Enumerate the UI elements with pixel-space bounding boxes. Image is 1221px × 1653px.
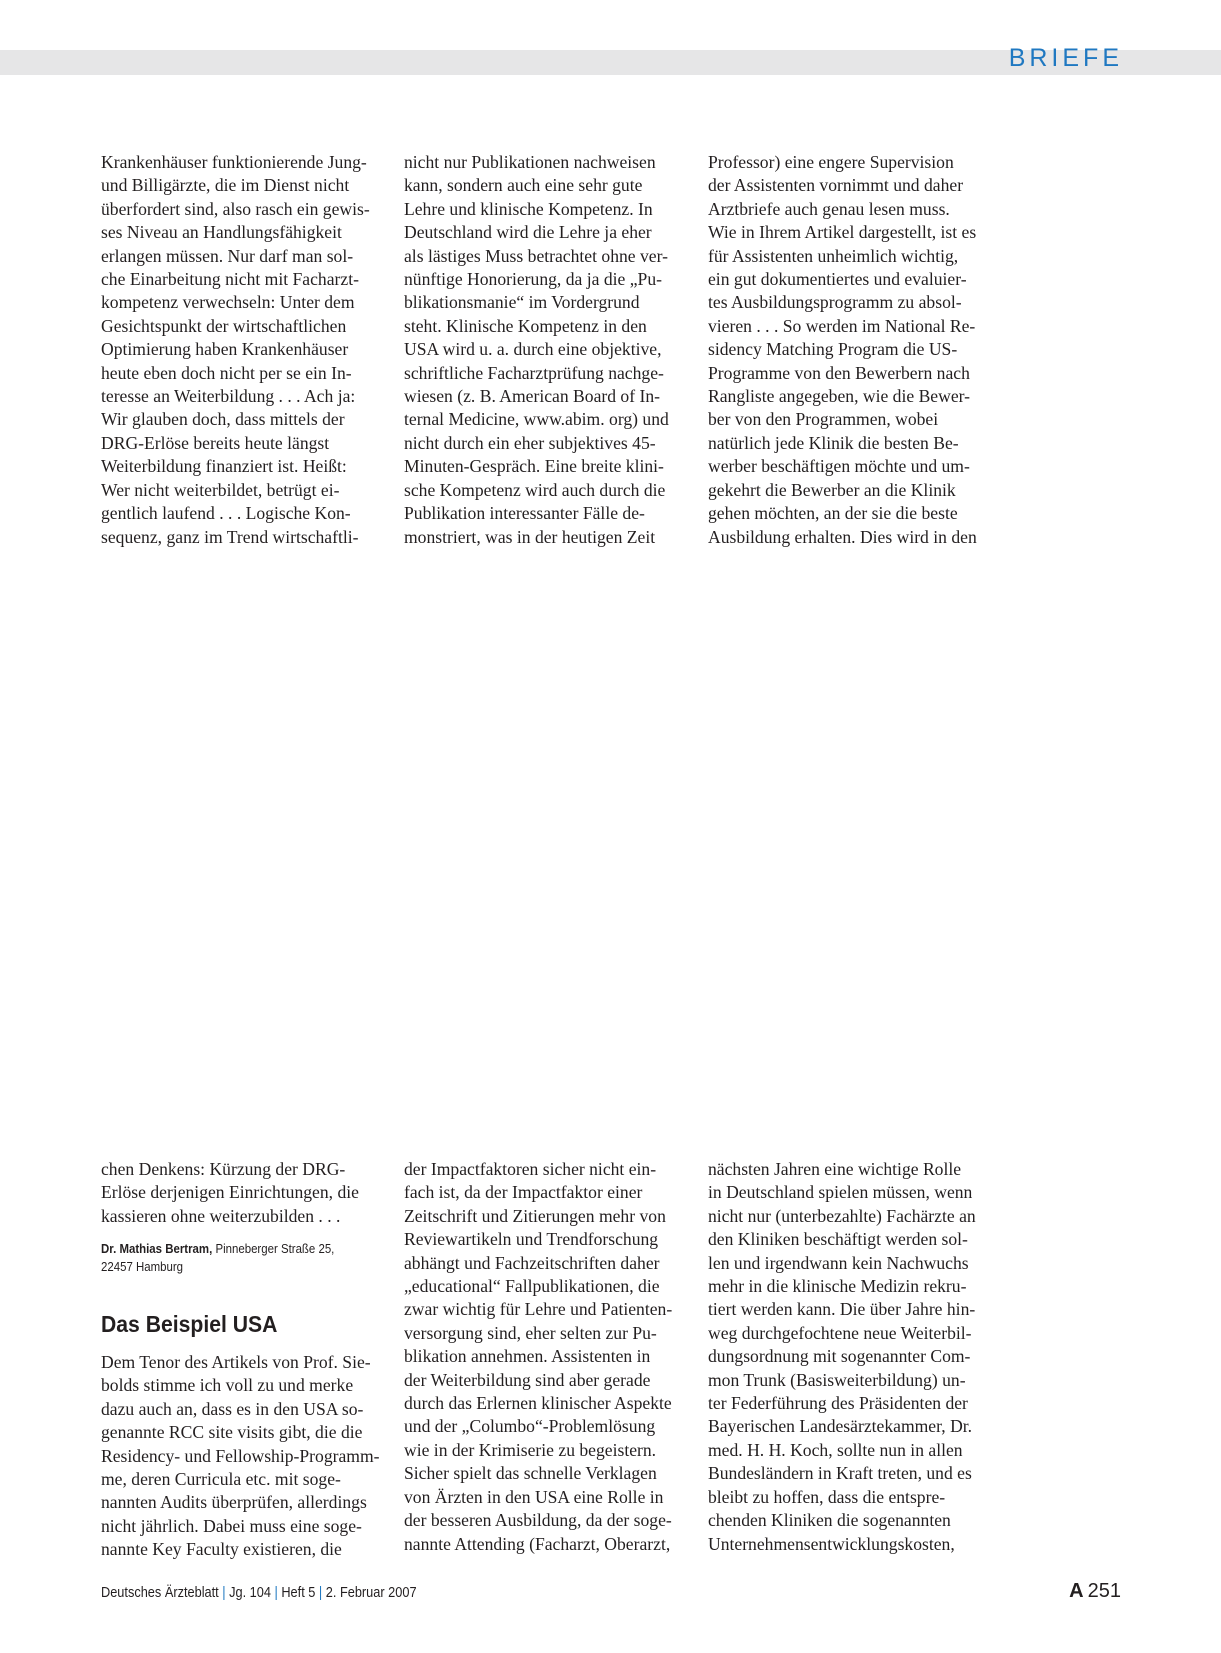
footer-separator: | [222,1585,226,1601]
column-3-bottom: nächsten Jahren eine wichtige Rolle in Deutschland spielen müssen, wenn nicht nur (unterbezahlte) Fachärzte an den Kliniken beschäftigt werden sol- len und irgendwann kein Nachwuchs mehr in die klinische Medizin rekru- tiert werden kann. Die über Jahre hin- weg durchgefochtene neue Weiterbil- dungsordnung mit sogenannter Com- mon Trunk (Basisweiterbildung) un- ter Federführung des Präsidenten der Bayerischen Landesärztekammer, Dr. med. H. H. Koch, sollte nun in allen Bundesländern in Kraft treten, und es bleibt zu hoffen, dass die entspre- chenden Kliniken die sogenannten Unternehmensentwicklungskosten, [708,1159,976,1554]
footer-volume: Jg. 104 [229,1585,271,1601]
letter-heading: Das Beispiel USA [101,1311,278,1337]
footer-citation [101,1585,417,1601]
page-prefix: A [1069,1580,1084,1602]
author-address: Pinneberger Straße 25, 22457 Hamburg [101,1241,335,1274]
footer-issue: Heft 5 [281,1585,316,1601]
author-signature [101,1240,365,1276]
column-3-top: Professor) eine engere Supervision der Assistenten vornimmt und daher Arztbriefe auch genau lesen muss. Wie in Ihrem Artikel dargestellt, ist es für Assistenten unheimlich wichtig, ein gut dokumentiertes und evaluier- tes Ausbildungsprogramm zu absol- vieren . . . So werden im National Re- sidency Matching Program die US- Programme von den Bewerbern nach Rangliste angegeben, wie die Bewer- ber von den Programmen, wobei natürlich jede Klinik die besten Be- werber beschäftigen möchte und um- gekehrt die Bewerber an die Klinik gehen möchten, an der sie die beste Ausbildung erhalten. Dies wird in den [708,152,977,547]
footer-date: 2. Februar 2007 [325,1585,417,1601]
page-number [1069,1580,1121,1603]
column-2-top: nicht nur Publikationen nachweisen kann, sondern auch eine sehr gute Lehre und klinische Kompetenz. In Deutschland wird die Lehre ja eher als lästiges Muss betrachtet ohne ver- nünftige Honorierung, da ja die „Pu- blikationsmanie“ im Vordergrund steht. Klinische Kompetenz in den USA wird u. a. durch eine objektive, schriftliche Facharztprüfung nachge- wiesen (z. B. American Board of In- ternal Medicine, www.abim. org) und nicht durch ein eher subjektives 45- Minuten-Gespräch. Eine breite klini- sche Kompetenz wird auch durch die Publikation interessanter Fälle de- monstriert, was in der heutigen Zeit [404,152,669,547]
footer-separator: | [274,1585,278,1601]
column-1-letter-body: Dem Tenor des Artikels von Prof. Sie- bolds stimme ich voll zu und merke dazu auch an, dass es in den USA so- genannte RCC site visits gibt, die die Residency- und Fellowship-Programm- me, deren Curricula etc. mit soge- nannten Audits überprüfen, allerdings nicht jährlich. Dabei muss eine soge- nannte Key Faculty existieren, die [101,1352,380,1560]
section-title: BRIEFE [1008,44,1123,72]
footer-journal: Deutsches Ärzteblatt [101,1585,219,1601]
column-1-top: Krankenhäuser funktionierende Jung- und Billigärzte, die im Dienst nicht überfordert sind, also rasch ein gewis- ses Niveau an Handlungsfähigkeit erlangen müssen. Nur darf man sol- che Einarbeitung nicht mit Facharzt- kompetenz verwechseln: Unter dem Gesichtspunkt der wirtschaftlichen Optimierung haben Krankenhäuser heute eben doch nicht per se ein In- teresse an Weiterbildung . . . Ach ja: Wir glauben doch, dass mittels der DRG-Erlöse bereits heute längst Weiterbildung finanziert ist. Heißt: Wer nicht weiterbildet, betrügt ei- gentlich laufend . . . Logische Kon- sequenz, ganz im Trend wirtschaftli- [101,152,370,547]
page-number-value: 251 [1087,1580,1121,1602]
column-1-letter-end: chen Denkens: Kürzung der DRG- Erlöse derjenigen Einrichtungen, die kassieren ohne weiterzubilden . . . [101,1159,359,1226]
column-2-bottom: der Impactfaktoren sicher nicht ein- fach ist, da der Impactfaktor einer Zeitschrift und Zitierungen mehr von Reviewartikeln und Trendforschung abhängt und Fachzeitschriften daher „educational“ Fallpublikationen, die zwar wichtig für Lehre und Patienten- versorgung sind, eher selten zur Pu- blikation annehmen. Assistenten in der Weiterbildung sind aber gerade durch das Erlernen klinischer Aspekte und der „Columbo“-Problemlösung wie in der Krimiserie zu begeistern. Sicher spielt das schnelle Verklagen von Ärzten in den USA eine Rolle in der besseren Ausbildung, da der soge- nannte Attending (Facharzt, Oberarzt, [404,1159,673,1554]
footer-separator: | [318,1585,323,1601]
author-name: Dr. Mathias Bertram, [101,1241,213,1256]
